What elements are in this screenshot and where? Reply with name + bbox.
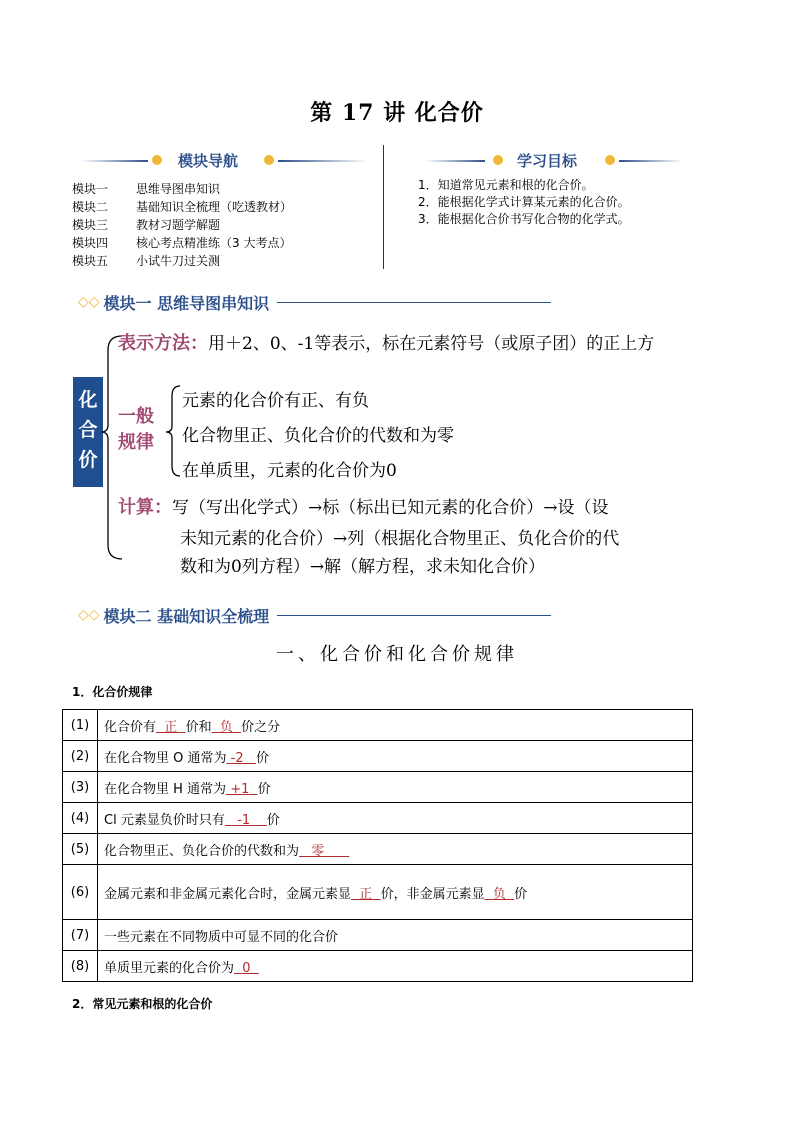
mindmap-branch-calc: 计算：写（写出化学式）→标（标出已知元素的化合价）→设（设 <box>118 497 609 518</box>
nav-heading: 模块导航 <box>178 152 239 170</box>
double-diamond-icon: ◇◇ <box>78 294 100 310</box>
mindmap-rule: 在单质里，元素的化合价为0 <box>182 461 397 481</box>
goals-heading: 学习目标 <box>517 152 578 170</box>
section1-heading: ◇◇ 模块一 思维导图串知识 <box>78 290 551 314</box>
mindmap-rule: 元素的化合价有正、有负 <box>182 391 369 411</box>
section2-heading: ◇◇ 模块二 基础知识全梳理 <box>78 603 551 627</box>
module-item: 模块二 基础知识全梳理（吃透教材） <box>72 200 293 214</box>
mindmap-branch-notation: 表示方法：用＋2、0、-1等表示，标在元素符号（或原子团）的正上方 <box>118 333 655 354</box>
mindmap-branch-rules-label: 一般 规律 <box>118 406 154 453</box>
goal-item: 3．能根据化合价书写化合物的化学式。 <box>418 212 630 226</box>
table-row: (6) 金属元素和非金属元素化合时，金属元素显 正 价，非金属元素显 负 价 <box>63 865 693 920</box>
mindmap-central-box: 化 合 价 <box>73 377 103 487</box>
module-item: 模块三 教材习题学解题 <box>72 218 221 232</box>
double-diamond-icon: ◇◇ <box>78 607 100 623</box>
table-row: (8) 单质里元素的化合价为 0 <box>63 951 693 982</box>
mindmap-calc-continued: 未知元素的化合价）→列（根据化合物里正、负化合价的代 数和为0列方程）→解（解方程，求未知化合价） <box>180 529 620 577</box>
goal-item: 2．能根据化学式计算某元素的化合价。 <box>418 195 630 209</box>
rules-table <box>62 709 693 982</box>
module-item: 模块五 小试牛刀过关测 <box>72 254 221 268</box>
table-row: (3) 在化合物里 H 通常为 +1 价 <box>63 772 693 803</box>
mindmap-rules-list <box>182 384 454 489</box>
mindmap-rule: 化合物里正、负化合价的代数和为零 <box>182 426 454 446</box>
module-item: 模块四 核心考点精准练（3 大考点） <box>72 236 292 250</box>
table-row: (2) 在化合物里 O 通常为 -2 价 <box>63 741 693 772</box>
table-row: (4) Cl 元素显负价时只有 -1 价 <box>63 803 693 834</box>
elements-heading: 2．常见元素和根的化合价 <box>72 997 213 1011</box>
table-row: (5) 化合物里正、负化合价的代数和为 零 <box>63 834 693 865</box>
rules-heading: 1．化合价规律 <box>72 685 153 699</box>
goal-item: 1．知道常见元素和根的化合价。 <box>418 178 594 192</box>
subsection-title: 一、化合价和化合价规律 <box>276 644 518 665</box>
page-title: 第 17 讲 化合价 <box>310 100 484 126</box>
module-item: 模块一 思维导图串知识 <box>72 182 221 196</box>
table-row: (7) 一些元素在不同物质中可显不同的化合价 <box>63 920 693 951</box>
table-row: (1) 化合价有 正 价和 负 价之分 <box>63 710 693 741</box>
